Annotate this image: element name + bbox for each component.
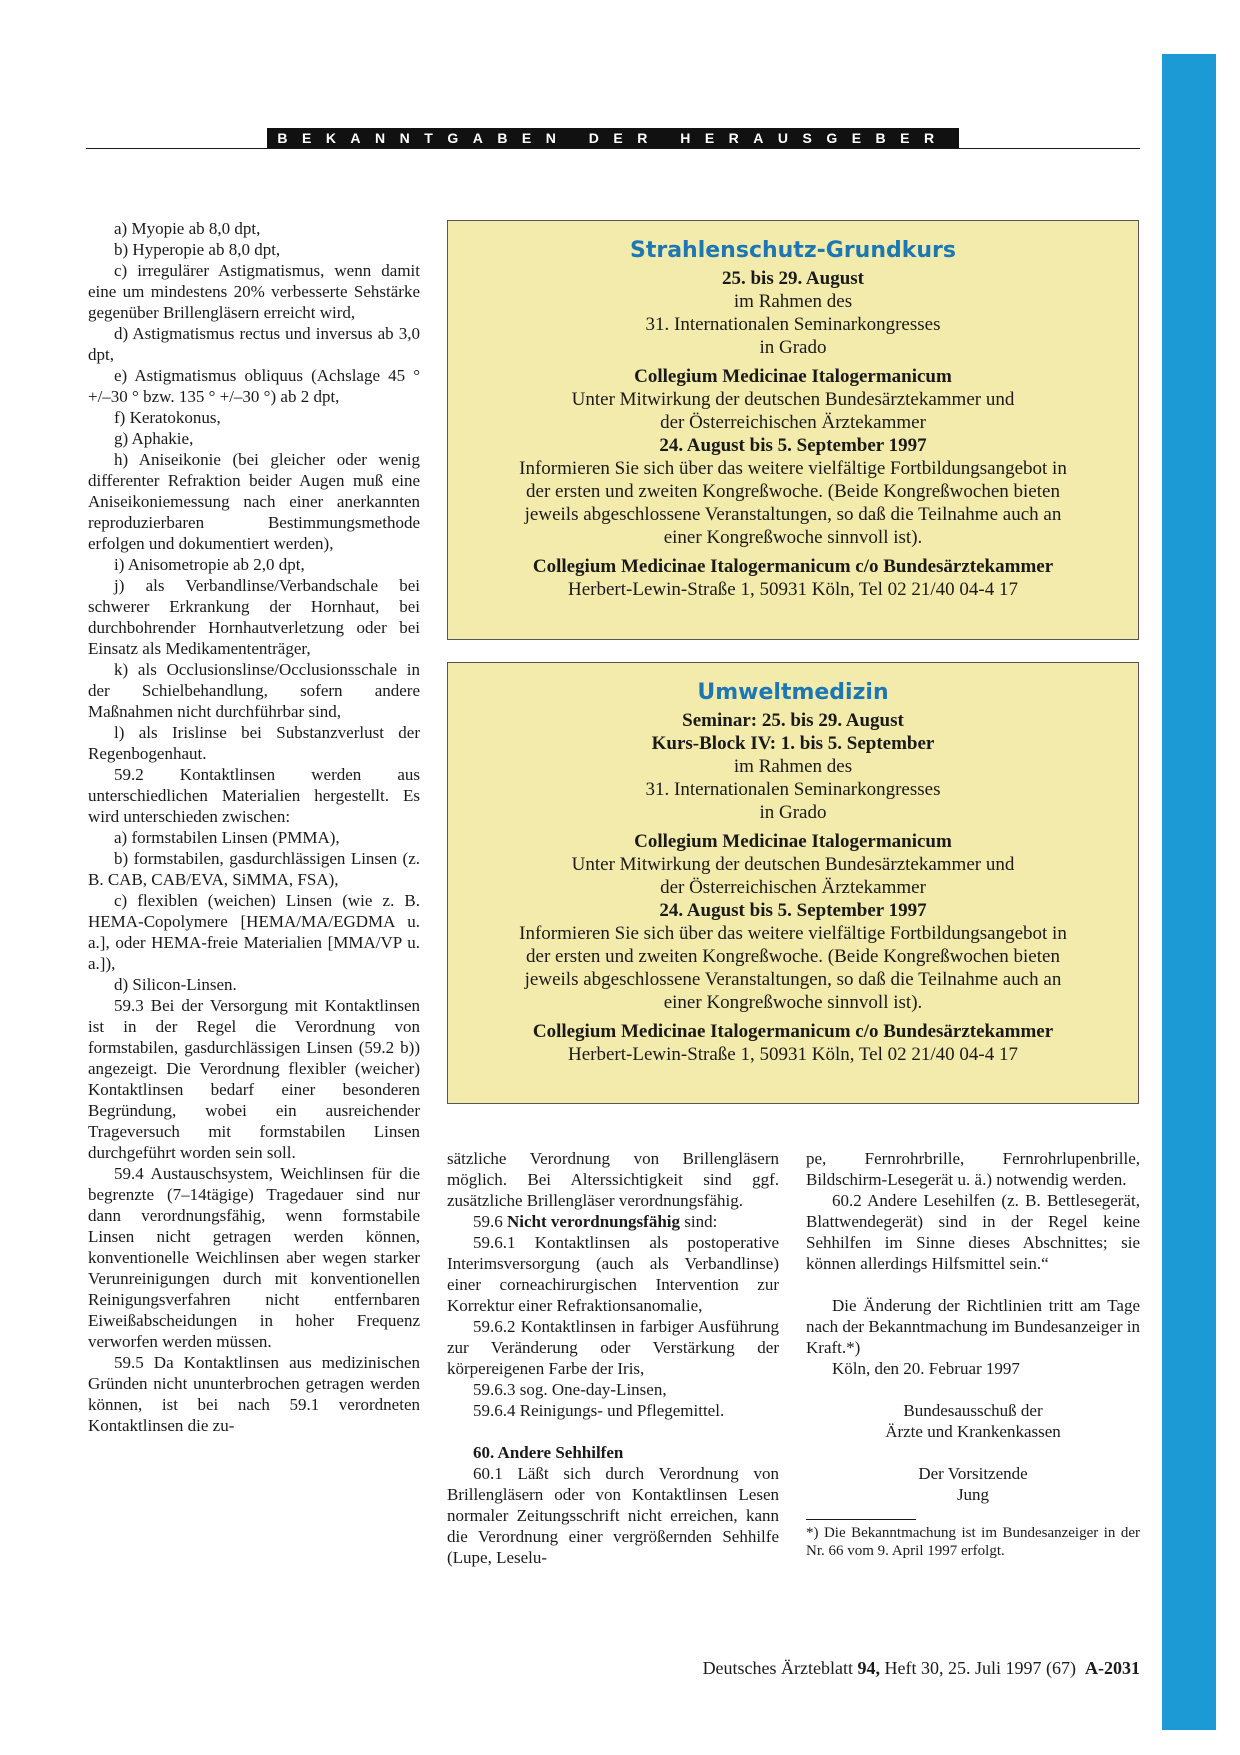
paragraph: 59.6.1 Kontaktlinsen als postoperative Interimsversorgung (auch als Verbandlinse) einer corneachirurgischen Intervention zur Korrektur einer Refraktionsanomalie, bbox=[447, 1233, 779, 1315]
contact-organization: Collegium Medicinae Italogermanicum c/o Bundesärztekammer bbox=[532, 556, 1054, 577]
frame-line: in Grado bbox=[759, 802, 827, 823]
paragraph: 59.6.3 sog. One-day-Linsen, bbox=[473, 1380, 667, 1399]
frame-line: 31. Internationalen Seminarkongresses bbox=[645, 779, 941, 800]
info-line: einer Kongreßwoche sinnvoll ist). bbox=[663, 527, 923, 548]
signature-name: Jung bbox=[956, 1485, 990, 1504]
list-item: h) Aniseikonie (bei gleicher oder wenig differenter Refraktion beider Augen muß eine Aniseikoniemessung nach einer anerkannten reproduzierbaren Bestimmungsmethode erfolgen und dokumentiert werden), bbox=[88, 450, 420, 553]
announcement-box-radiation bbox=[447, 220, 1139, 640]
contact-address: Herbert-Lewin-Straße 1, 50931 Köln, Tel 02 21/40 04-4 17 bbox=[567, 1044, 1018, 1065]
info-line: der ersten und zweiten Kongreßwoche. (Beide Kongreßwochen bieten bbox=[526, 481, 1060, 502]
list-item: a) Myopie ab 8,0 dpt, bbox=[114, 219, 261, 238]
paragraph: pe, Fernrohrbrille, Fernrohrlupenbrille, Bildschirm-Lesegerät u. ä.) notwendig werden. bbox=[806, 1149, 1140, 1189]
list-item: j) als Verbandlinse/Verbandschale bei schwerer Erkrankung der Hornhaut, bei durchbohrender Hornhautverletzung oder bei Einsatz als Medikamententräger, bbox=[88, 576, 420, 658]
course-block-date: Kurs-Block IV: 1. bis 5. September bbox=[651, 733, 935, 754]
announcement-box-environmental bbox=[447, 662, 1139, 1104]
column-middle bbox=[447, 1148, 779, 1568]
paragraph: 59.6.4 Reinigungs- und Pflegemittel. bbox=[473, 1401, 725, 1420]
paragraph-rest: sind: bbox=[684, 1212, 718, 1231]
info-line: Informieren Sie sich über das weitere vielfältige Fortbildungsangebot in bbox=[519, 923, 1067, 944]
paragraph: 59.6.2 Kontaktlinsen in farbiger Ausführung zur Veränderung oder Verstärkung der körpereigenen Farbe der Iris, bbox=[447, 1317, 779, 1378]
info-line: Informieren Sie sich über das weitere vielfältige Fortbildungsangebot in bbox=[519, 458, 1067, 479]
paragraph: Die Änderung der Richtlinien tritt am Tage nach der Bekanntmachung im Bundesanzeiger in Kraft.*) bbox=[806, 1296, 1140, 1357]
paragraph: 59.3 Bei der Versorgung mit Kontaktlinsen ist in der Regel die Verordnung von formstabilen, gasdurchlässigen Linsen (59.2 b)) angezeigt. Die Verordnung flexibler (weicher) Kontaktlinsen bedarf einer besonderen Begründung, wobei ein ausreichender Trageversuch mit formstabilen Linsen durchgeführt worden sein soll. bbox=[88, 996, 420, 1162]
page-footer bbox=[600, 1657, 1140, 1679]
section-number: 59.6 bbox=[473, 1212, 503, 1231]
paragraph-not-prescribable bbox=[447, 1211, 779, 1232]
list-item: a) formstabilen Linsen (PMMA), bbox=[114, 828, 340, 847]
bold-term: Nicht verordnungsfähig bbox=[507, 1212, 681, 1231]
list-item: d) Silicon-Linsen. bbox=[114, 975, 237, 994]
contact-address: Herbert-Lewin-Straße 1, 50931 Köln, Tel 02 21/40 04-4 17 bbox=[567, 579, 1018, 600]
list-item: b) Hyperopie ab 8,0 dpt, bbox=[114, 240, 281, 259]
box-title: Umweltmedizin bbox=[697, 680, 889, 705]
volume: 94, bbox=[857, 1658, 881, 1678]
frame-line: in Grado bbox=[759, 337, 827, 358]
header-rule bbox=[86, 148, 1140, 149]
info-line: jeweils abgeschlossene Veranstaltungen, so daß die Teilnahme auch an bbox=[524, 969, 1062, 990]
column-right bbox=[806, 1148, 1140, 1560]
paragraph: sätzliche Verordnung von Brillengläsern möglich. Bei Alterssichtigkeit sind ggf. zusätzliche Brillengläser verordnungsfähig. bbox=[447, 1149, 779, 1210]
paragraph: 60.1 Läßt sich durch Verordnung von Brillengläsern oder von Kontaktlinsen Lesen normaler Zeitungsschrift nicht erreichen, kann die Verordnung einer vergrößernden Sehhilfe (Lupe, Leselu- bbox=[447, 1464, 779, 1567]
paragraph: 59.5 Da Kontaktlinsen aus medizinischen Gründen nicht ununterbrochen getragen werden können, ist bei nach 59.1 verordneten Kontaktlinsen die zu- bbox=[88, 1353, 420, 1435]
signature-line: Bundesausschuß der bbox=[903, 1401, 1043, 1420]
list-item: c) flexiblen (weichen) Linsen (wie z. B. HEMA-Copolymere [HEMA/MA/EGDMA u. a.], oder HEMA-freie Materialien [MMA/VP u. a.]), bbox=[88, 891, 420, 973]
page-number: A-2031 bbox=[1085, 1658, 1140, 1678]
list-item: k) als Occlusionslinse/Occlusionsschale in der Schielbehandlung, sofern andere Maßnahmen nicht durchführbar sind, bbox=[88, 660, 420, 721]
cooperation-line: der Österreichischen Ärztekammer bbox=[660, 877, 926, 898]
place-date: Köln, den 20. Februar 1997 bbox=[832, 1359, 1020, 1378]
box-title: Strahlenschutz-Grundkurs bbox=[630, 238, 956, 263]
congress-period: 24. August bis 5. September 1997 bbox=[659, 900, 927, 921]
list-item: i) Anisometropie ab 2,0 dpt, bbox=[114, 555, 305, 574]
organizer: Collegium Medicinae Italogermanicum bbox=[634, 366, 952, 387]
journal-name: Deutsches Ärzteblatt bbox=[702, 1658, 854, 1678]
list-item: g) Aphakie, bbox=[114, 429, 194, 448]
paragraph: 59.2 Kontaktlinsen werden aus unterschiedlichen Materialien hergestellt. Es wird unterschieden zwischen: bbox=[88, 765, 420, 826]
organizer: Collegium Medicinae Italogermanicum bbox=[634, 831, 952, 852]
issue-info: Heft 30, 25. Juli 1997 (67) bbox=[884, 1658, 1076, 1678]
congress-period: 24. August bis 5. September 1997 bbox=[659, 435, 927, 456]
side-color-bar bbox=[1162, 54, 1216, 1730]
signature-line: Der Vorsitzende bbox=[918, 1464, 1028, 1483]
contact-organization: Collegium Medicinae Italogermanicum c/o Bundesärztekammer bbox=[532, 1021, 1054, 1042]
info-line: der ersten und zweiten Kongreßwoche. (Beide Kongreßwochen bieten bbox=[526, 946, 1060, 967]
cooperation-line: der Österreichischen Ärztekammer bbox=[660, 412, 926, 433]
frame-line: im Rahmen des bbox=[733, 756, 853, 777]
footnote-rule bbox=[806, 1519, 916, 1520]
paragraph: 60.2 Andere Lesehilfen (z. B. Bettlesegerät, Blattwendegerät) sind in der Regel keine Sehhilfen im Sinne dieses Abschnittes; sie können allerdings Hilfsmittel sein.“ bbox=[806, 1191, 1140, 1273]
info-line: jeweils abgeschlossene Veranstaltungen, so daß die Teilnahme auch an bbox=[524, 504, 1062, 525]
footnote: *) Die Bekanntmachung ist im Bundesanzeiger in der Nr. 66 vom 9. April 1997 erfolgt. bbox=[806, 1525, 1140, 1559]
signature-line: Ärzte und Krankenkassen bbox=[885, 1422, 1061, 1441]
course-date: 25. bis 29. August bbox=[721, 268, 865, 289]
paragraph: 59.4 Austauschsystem, Weichlinsen für die begrenzte (7–14tägige) Tragedauer sind nur dann verordnungsfähig, wenn formstabile Linsen nicht getragen werden können, konventionelle Weichlinsen aber wegen starker Verunreinigungen durch mit konventionellen Reinigungsverfahren nicht entfernbaren Eiweißabscheidungen in hoher Frequenz verworfen werden müssen. bbox=[88, 1164, 420, 1351]
list-item: f) Keratokonus, bbox=[114, 408, 221, 427]
section-header: BEKANNTGABEN DER HERAUSGEBER bbox=[267, 128, 959, 148]
list-item: c) irregulärer Astigmatismus, wenn damit eine um mindestens 20% verbesserte Sehstärke gegenüber Brillengläsern erreicht wird, bbox=[88, 261, 420, 322]
list-item: l) als Irislinse bei Substanzverlust der Regenbogenhaut. bbox=[88, 723, 420, 763]
cooperation-line: Unter Mitwirkung der deutschen Bundesärztekammer und bbox=[571, 854, 1015, 875]
list-item: e) Astigmatismus obliquus (Achslage 45 ° +/–30 ° bzw. 135 ° +/–30 °) ab 2 dpt, bbox=[88, 366, 420, 406]
column-left bbox=[88, 218, 420, 1436]
info-line: einer Kongreßwoche sinnvoll ist). bbox=[663, 992, 923, 1013]
list-item: b) formstabilen, gasdurchlässigen Linsen (z. B. CAB, CAB/EVA, SiMMA, FSA), bbox=[88, 849, 420, 889]
frame-line: im Rahmen des bbox=[733, 291, 853, 312]
seminar-date: Seminar: 25. bis 29. August bbox=[682, 710, 904, 731]
list-item: d) Astigmatismus rectus und inversus ab 3,0 dpt, bbox=[88, 324, 420, 364]
frame-line: 31. Internationalen Seminarkongresses bbox=[645, 314, 941, 335]
cooperation-line: Unter Mitwirkung der deutschen Bundesärztekammer und bbox=[571, 389, 1015, 410]
section-heading: 60. Andere Sehhilfen bbox=[473, 1443, 624, 1462]
